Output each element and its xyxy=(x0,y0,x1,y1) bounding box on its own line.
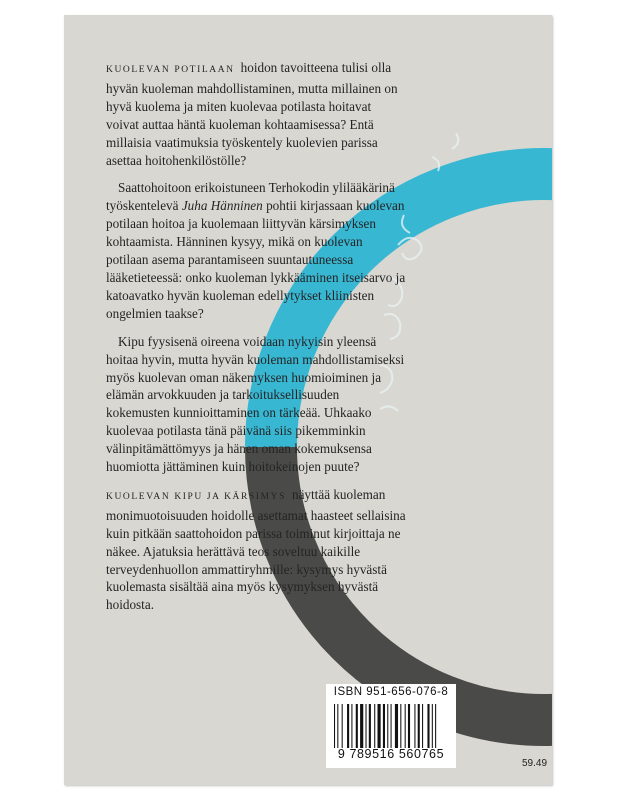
barcode-bar xyxy=(356,704,358,748)
blurb-paragraph-4: KUOLEVAN KIPU JA KÄRSIMYS näyttää kuoleman monimuotoisuuden hoidolle asettamat haasteet sellaisina kuin pitkään saattohoidon parissa toiminut kirjoittaja ne näkee. Ajatuksia herättävä teos soveltuu kaikille terveydenhuollon ammattiryhmille: kysymys hyvästä kuolemasta sisältää aina myös kysymyksen hyvästä hoidosta. xyxy=(106,486,406,613)
barcode-bar xyxy=(408,704,410,748)
barcode-bar xyxy=(374,704,375,748)
barcode-bar xyxy=(391,704,392,748)
smallcaps-lead: KUOLEVAN POTILAAN xyxy=(106,65,235,75)
blurb-paragraph-2: Saattohoitoon erikoistuneen Terhokodin ylilääkärinä työskentelevä Juha Hänninen pohtii kirjassaan kuolevan potilaan hoitoa ja kuolemaan liittyvän kärsimyksen kohtaamista. Hänninen kysyy, mikä on kuolevan potilaan asema parantamiseen suuntautuneessa lääketieteessä: onko kuoleman lykkääminen itseisarvo ja katoavatko hyvän kuoleman edellytykset kliinisten ongelmien taakse? xyxy=(106,180,406,321)
barcode-bar xyxy=(414,704,415,748)
author-name: Juha Hänninen xyxy=(181,198,263,214)
barcode-bar xyxy=(366,704,367,748)
isbn-label: ISBN 951-656-076-8 xyxy=(333,686,449,698)
barcode-bar xyxy=(418,704,420,748)
barcode-bar xyxy=(383,704,385,748)
barcode-bar xyxy=(427,704,429,748)
barcode-bar xyxy=(369,704,371,748)
barcode-bar xyxy=(351,704,352,748)
barcode-bar xyxy=(378,704,381,748)
isbn-barcode xyxy=(326,684,456,768)
barcode-bar xyxy=(387,704,388,748)
blurb-paragraph-1: KUOLEVAN POTILAAN hoidon tavoitteena tulisi olla hyvän kuoleman mahdollistaminen, mutta millainen on hyvä kuolema ja miten kuolevaa potilasta hoitavat voivat auttaa häntä kuoleman kohtaamisessa? Entä millaisia vaatimuksia työskentely kuolevien parissa asettaa hoitohenkilöstölle? xyxy=(106,60,398,168)
barcode-bar xyxy=(347,704,349,748)
barcode-bar xyxy=(395,704,398,748)
barcode-bar xyxy=(342,704,343,748)
barcode-bar xyxy=(337,704,338,748)
barcode-bar xyxy=(432,704,433,748)
smallcaps-title: KUOLEVAN KIPU JA KÄRSIMYS xyxy=(106,491,286,502)
book-back-cover xyxy=(64,15,552,785)
back-cover-blurb xyxy=(106,59,406,624)
barcode-bar xyxy=(405,704,406,748)
barcode-bar xyxy=(334,704,335,748)
barcode-bar xyxy=(400,704,401,748)
barcode-bar xyxy=(422,704,423,748)
blurb-paragraph-3: Kipu fyysisenä oireena voidaan nykyisin yleensä hoitaa hyvin, mutta hyvän kuoleman mahdollistamiseksi myös kuolevan oman näkemyksen huomioiminen ja elämän arvokkuuden ja tarkoituksellisuuden kokemusten kunnioittaminen on tärkeää. Uhkaako kuolevaa potilasta tänä päivänä siis pikemminkin välinpitämättömyys ja hänen oman kokemuksensa huomiotta jättäminen kuin hoitokeinojen puute? xyxy=(106,333,405,475)
barcode-bars xyxy=(334,704,448,748)
barcode-digits: 9 789516 560765 xyxy=(337,747,445,761)
price-label: 59.49 xyxy=(522,758,548,769)
barcode-bar xyxy=(360,704,363,748)
barcode-bar xyxy=(435,704,436,748)
